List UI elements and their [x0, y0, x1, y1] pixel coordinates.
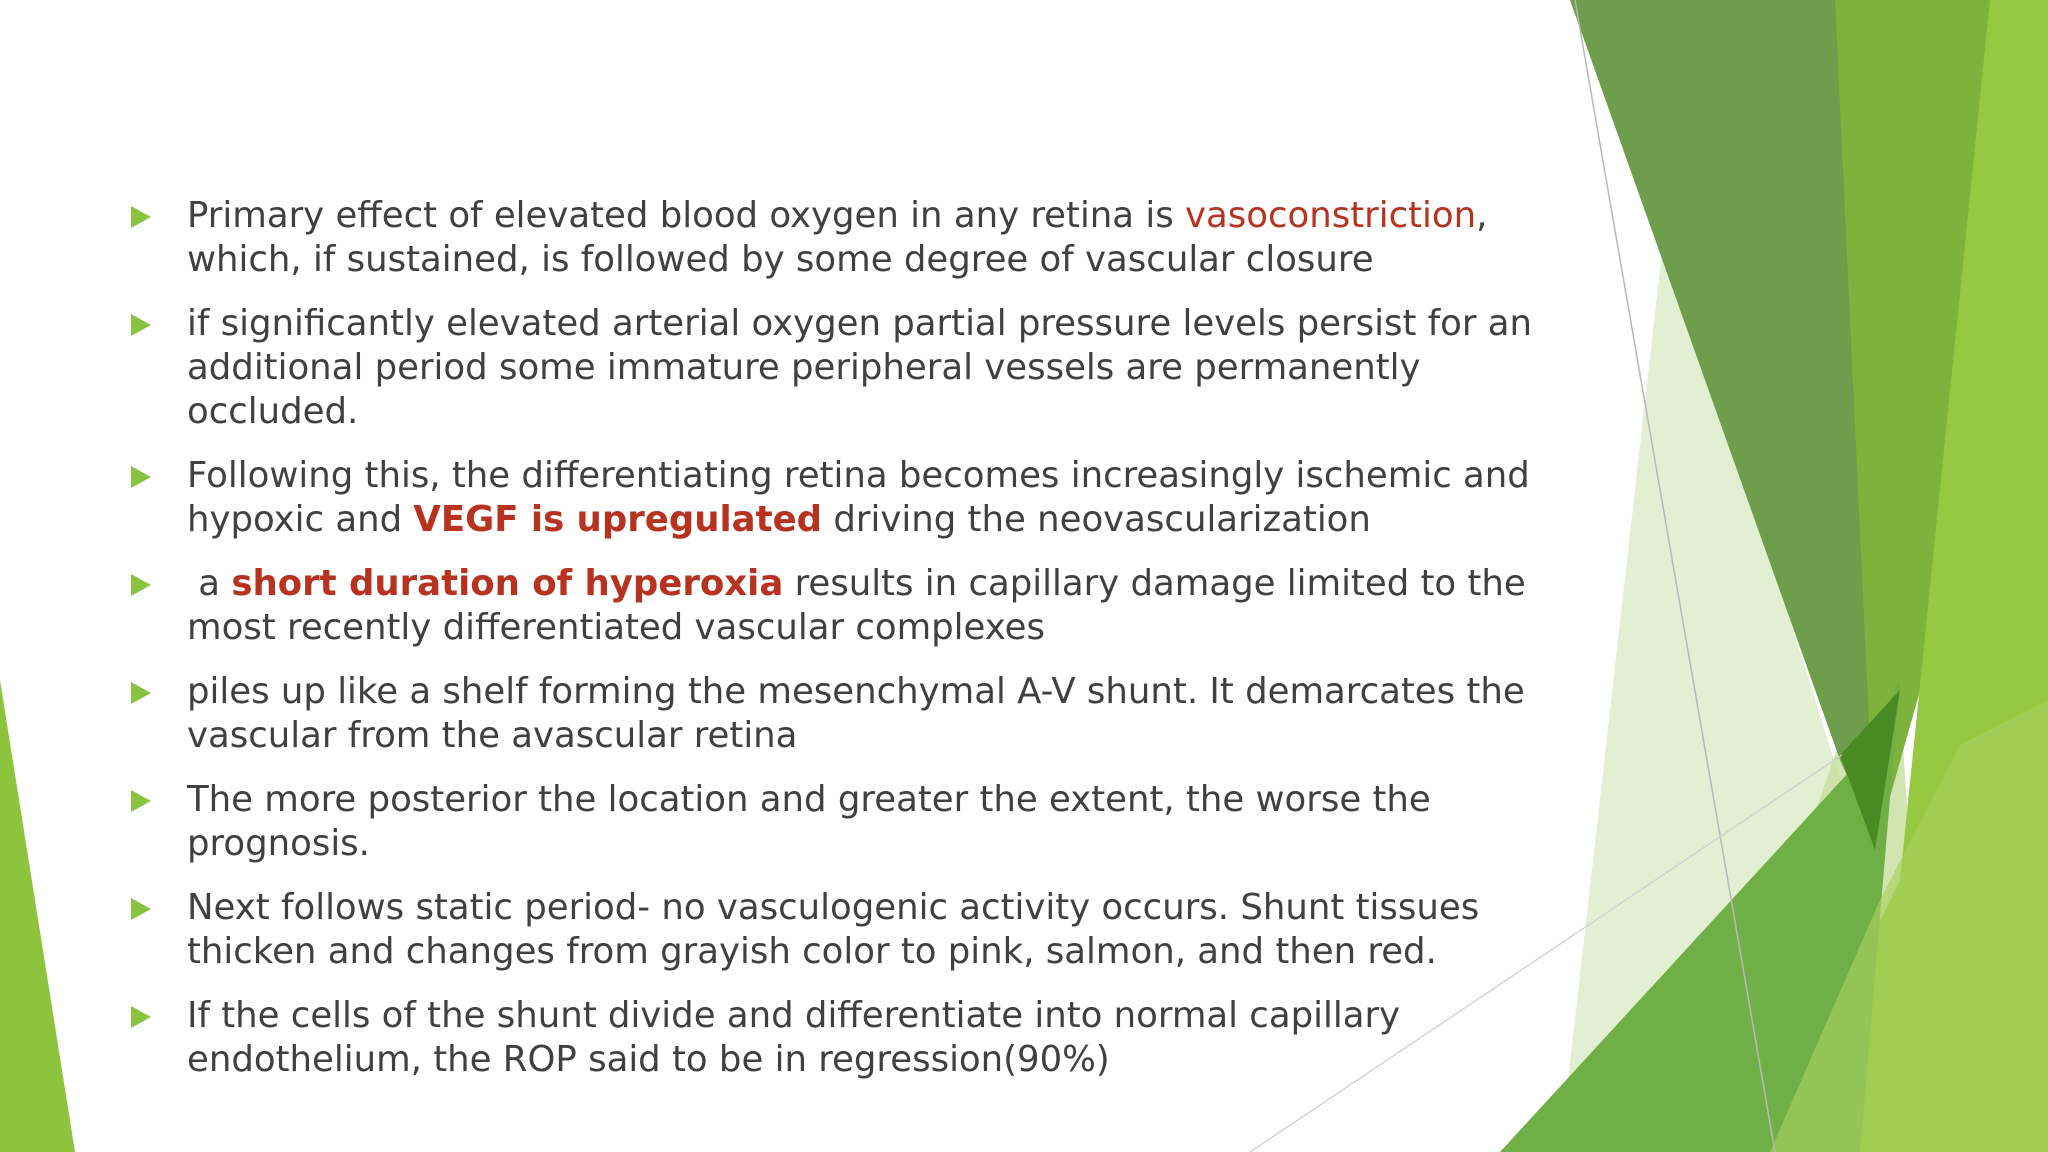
- bullet-text: If the cells of the shunt divide and differentiate into normal capillary endothelium, the ROP said to be in regression(90%): [187, 995, 1401, 1080]
- bullet-text: driving the neovascularization: [822, 499, 1371, 540]
- left-green-sliver: [0, 680, 75, 1152]
- bullet-arrow-icon: [131, 314, 151, 336]
- bullet-arrow-icon: [131, 790, 151, 812]
- highlight-text: VEGF is upregulated: [413, 499, 823, 540]
- bullet-item-5: [128, 670, 1568, 758]
- bullet-item-6: [128, 778, 1568, 866]
- highlight-text: vasoconstriction: [1185, 195, 1477, 236]
- bullet-list: [128, 194, 1568, 1102]
- highlight-text: short duration of hyperoxia: [231, 563, 784, 604]
- bullet-arrow-icon: [131, 206, 151, 228]
- bullet-arrow-icon: [131, 574, 151, 596]
- bullet-item-1: [128, 194, 1568, 282]
- bullet-text: piles up like a shelf forming the mesenchymal A-V shunt. It demarcates the vascular from the avascular retina: [187, 671, 1525, 756]
- bullet-item-7: [128, 886, 1568, 974]
- bullet-item-8: [128, 994, 1568, 1082]
- bullet-text: Following this, the differentiating retina becomes increasingly ischemic and hypoxic and: [187, 455, 1530, 540]
- bullet-arrow-icon: [131, 466, 151, 488]
- bullet-text: results in capillary damage limited to the most recently differentiated vascular complexes: [187, 563, 1526, 648]
- bullet-arrow-icon: [131, 682, 151, 704]
- bullet-arrow-icon: [131, 1006, 151, 1028]
- bullet-text: , which, if sustained, is followed by some degree of vascular closure: [187, 195, 1488, 280]
- bullet-item-4: [128, 562, 1568, 650]
- bullet-text: a: [187, 563, 232, 604]
- bullet-item-3: [128, 454, 1568, 542]
- bullet-text: The more posterior the location and greater the extent, the worse the prognosis.: [187, 779, 1431, 864]
- bullet-arrow-icon: [131, 898, 151, 920]
- bullet-text: Next follows static period- no vasculogenic activity occurs. Shunt tissues thicken and changes from grayish color to pink, salmon, and then red.: [187, 887, 1480, 972]
- bullet-text: Primary effect of elevated blood oxygen in any retina is: [187, 195, 1185, 236]
- bullet-item-2: [128, 302, 1568, 434]
- bullet-text: if significantly elevated arterial oxygen partial pressure levels persist for an additional period some immature peripheral vessels are permanently occluded.: [187, 303, 1533, 432]
